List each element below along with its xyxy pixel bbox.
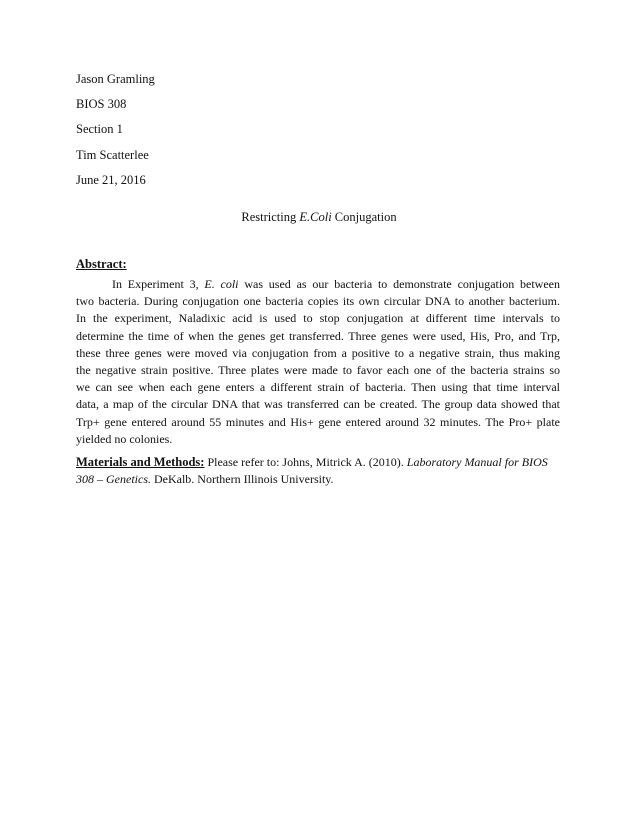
header-block <box>76 72 576 198</box>
course-code: BIOS 308 <box>76 97 127 112</box>
manual-title-continued: 308 – Genetics. <box>76 472 151 486</box>
abstract-text: was used as our bacteria to demonstrate conjugation between <box>238 277 561 291</box>
manual-title: Laboratory Manual for BIOS <box>406 455 548 469</box>
methods-line <box>76 454 576 471</box>
abstract-line: we can see when each gene enters a different strain of bacteria. Then using that time interval <box>76 380 560 395</box>
abstract-body <box>76 276 576 448</box>
abstract-line: Trp+ gene entered around 55 minutes and His+ gene entered around 32 minutes. The Pro+ plate <box>76 414 560 429</box>
abstract-heading: Abstract: <box>76 257 127 271</box>
abstract-line: determine the time of when the genes get transferred. Three genes were used, His, Pro, and Trp, <box>76 328 560 343</box>
abstract-text: In Experiment 3, <box>112 277 205 291</box>
methods-publisher: DeKalb. Northern Illinois University. <box>150 472 334 486</box>
methods-section <box>76 454 576 488</box>
methods-text: Please refer to: Johns, Mitrick A. (2010). <box>204 455 407 469</box>
title-organism: E.Coli <box>299 210 332 224</box>
abstract-line <box>76 276 560 293</box>
methods-heading: Materials and Methods: <box>76 455 205 469</box>
abstract-organism: E. coli <box>204 277 239 291</box>
report-date: June 21, 2016 <box>76 172 146 187</box>
abstract-line: data, a map of the circular DNA that was transferred can be created. The group data showed that <box>76 397 560 412</box>
abstract-line: In the experiment, Naladixic acid is used to stop conjugation at different time intervals to <box>76 311 560 326</box>
section-number: Section 1 <box>76 122 123 137</box>
title-prefix: Restricting <box>241 210 300 224</box>
abstract-section <box>76 256 576 448</box>
abstract-line: yielded no colonies. <box>76 431 173 446</box>
title-suffix: Conjugation <box>331 210 397 224</box>
report-title <box>0 210 638 225</box>
abstract-line: these three genes were moved via conjugation from a positive to a negative strain, thus making <box>76 345 560 360</box>
abstract-line: the negative strain positive. Three plates were made to favor each one of the bacteria strains so <box>76 363 560 378</box>
abstract-line: two bacteria. During conjugation one bacteria copies its own circular DNA to another bacterium. <box>76 294 560 309</box>
methods-line <box>76 471 576 488</box>
author-name: Jason Gramling <box>76 72 155 86</box>
instructor-name: Tim Scatterlee <box>76 147 149 162</box>
